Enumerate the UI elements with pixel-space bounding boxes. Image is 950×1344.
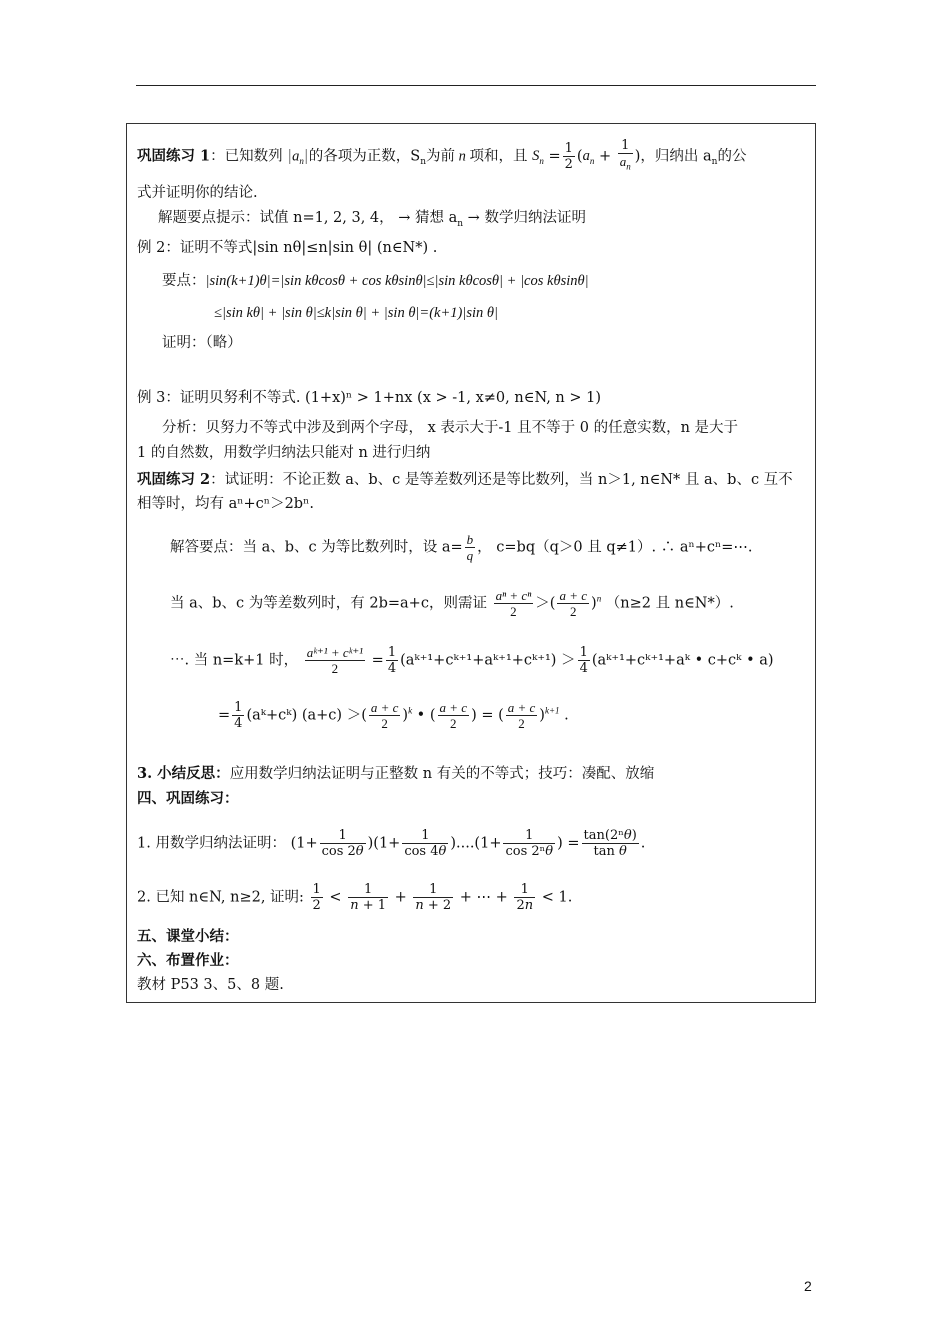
- ex2-key1: 要点：|sin(k+1)θ|=|sin kθcosθ + cos kθsinθ|≤|sin kθcosθ| + |cos kθsinθ|: [162, 273, 589, 289]
- ex4-sol4: = $\frac{1}{4}$ (aᵏ+cᵏ) (a+c) ＞( $\frac{a + c}{2}$ )$^k$ • ( $\frac{a + c}{2}$ ) = ( $\frac{a + c}{2}$ )$^{k+1}$ .: [218, 700, 569, 731]
- ex1-hint: 解题要点提示：试值 n=1, 2, 3, 4， → 猜想 $a_n$ → 数学归纳法证明: [158, 210, 586, 229]
- problem-2: 2. 已知 n∈N, n≥2, 证明: $\frac{1}{2}$ < $\frac{1}{n + 1}$ + $\frac{1}{n + 2}$ + ⋯ + $\frac{1}{2n}$ < 1.: [137, 882, 573, 913]
- ex1-line2: 式并证明你的结论.: [137, 185, 258, 201]
- ex2-key2: ≤|sin kθ| + |sin θ|≤k|sin θ| + |sin θ|=(k+1)|sin θ|: [214, 305, 498, 321]
- homework: 教材 P53 3、5、8 题.: [137, 977, 284, 993]
- section4-heading: 四、巩固练习：: [137, 790, 239, 807]
- ex1-label: 巩固练习 1: [137, 147, 211, 165]
- ex1-line1: 巩固练习 1：已知数列 $|a_n|$的各项为正数，$S_n$为前 n 项和，且 $S_n$ = $\frac{1}{2}$ ($a_n$ + $\frac{1}{a_n}$ )，归纳出 $a_n$的公: [137, 138, 747, 172]
- summary: 3. 小结反思：应用数学归纳法证明与正整数 n 有关的不等式；技巧：凑配、放缩: [137, 765, 655, 782]
- ex3-title: 例 3：证明贝努利不等式. (1+x)ⁿ > 1+nx (x > -1, x≠0, n∈N, n > 1): [137, 390, 602, 406]
- ex2-title: 例 2：证明不等式|sin nθ|≤n|sin θ| (n∈N*) .: [137, 240, 438, 256]
- page-number: 2: [804, 1278, 812, 1294]
- ex3-analysis2: 1 的自然数，用数学归纳法只能对 n 进行归纳: [137, 445, 431, 461]
- ex3-analysis1: 分析：贝努力不等式中涉及到两个字母， x 表示大于-1 且不等于 0 的任意实数，n 是大于: [162, 420, 739, 436]
- ex4-sol1: 解答要点：当 a、b、c 为等比数列时，设 a= $\frac{b}{q}$ ， c=bq（q＞0 且 q≠1）. ∴ aⁿ+cⁿ=⋯.: [170, 532, 753, 563]
- ex4-line2: 相等时，均有 aⁿ+cⁿ＞2bⁿ.: [137, 496, 314, 512]
- section6-heading: 六、布置作业：: [137, 952, 239, 969]
- ex2-proof: 证明：（略）: [162, 335, 242, 351]
- header-rule: [136, 85, 816, 86]
- section5-heading: 五、课堂小结：: [137, 928, 239, 945]
- ex4-line1: 巩固练习 2：试证明：不论正数 a、b、c 是等差数列还是等比数列，当 n＞1, n∈N* 且 a、b、c 互不: [137, 471, 793, 488]
- ex4-sol2: 当 a、b、c 为等差数列时，有 2b=a+c，则需证 $\frac{\text{aⁿ + cⁿ}}{2}$ ＞( $\frac{a + c}{2}$ )$^n$ （n≥2 且 n∈N*）.: [170, 588, 734, 619]
- ex4-sol3: ⋯. 当 n=k+1 时， $\frac{\text{aᵏ⁺¹ + cᵏ⁺¹}}{2}$ = $\frac{1}{4}$ (aᵏ⁺¹+cᵏ⁺¹+aᵏ⁺¹+cᵏ⁺¹) ＞ $\frac{1}{4}$ (aᵏ⁺¹+cᵏ⁺¹+aᵏ • c+cᵏ • a): [170, 645, 774, 676]
- problem-1: 1. 用数学归纳法证明： (1+ $\frac{1}{\cos 2\theta}$ )(1+ $\frac{1}{\cos 4\theta}$ )....(1+ $\frac{1}{\text{cos 2ⁿθ}}$ ) = $\frac{\text{tan(2ⁿθ)}}{\text{tan θ}}$ .: [137, 828, 646, 859]
